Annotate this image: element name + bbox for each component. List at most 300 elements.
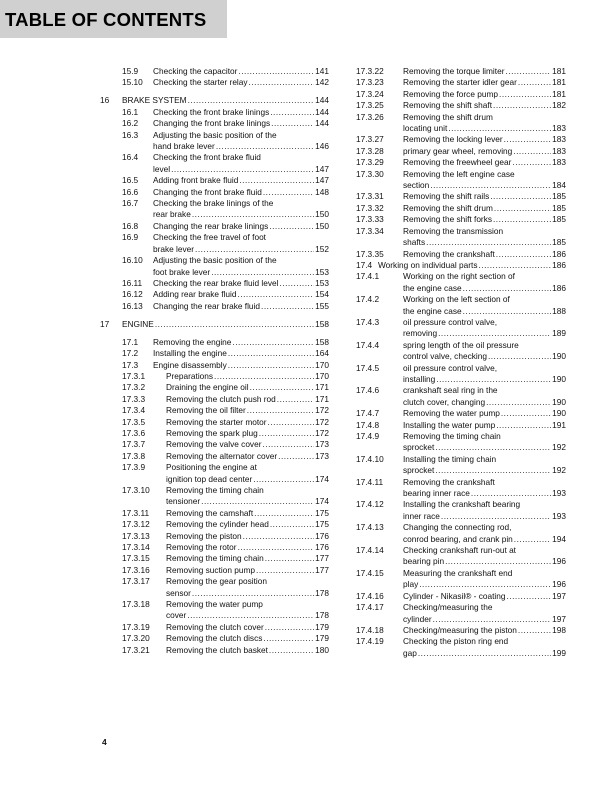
toc-entry-page: 193 bbox=[552, 510, 566, 521]
toc-entry-title: Removing the water pump bbox=[166, 599, 263, 610]
toc-entry-page: 180 bbox=[315, 644, 329, 655]
toc-entry-page: 190 bbox=[552, 396, 566, 407]
toc-entry-title: Removing the water pump bbox=[403, 408, 500, 419]
toc-entry[interactable] bbox=[100, 348, 329, 359]
toc-entry[interactable] bbox=[100, 622, 329, 633]
toc-entry-page: 142 bbox=[315, 77, 329, 88]
toc-entry-number: 16.4 bbox=[122, 152, 139, 163]
toc-entry-number: 17.3.29 bbox=[356, 157, 384, 168]
toc-entry-number: 17.3.28 bbox=[356, 145, 384, 156]
toc-entry-page: 185 bbox=[552, 237, 566, 248]
toc-entry-number: 17.3.20 bbox=[122, 633, 150, 644]
toc-entry-page: 146 bbox=[315, 141, 329, 152]
dot-leader bbox=[505, 66, 551, 77]
page-number: 4 bbox=[102, 737, 107, 747]
toc-entry[interactable] bbox=[356, 420, 566, 431]
toc-entry-title: Cylinder - Nikasil® - coating bbox=[403, 590, 506, 601]
toc-entry-title: Removing the clutch basket bbox=[166, 644, 268, 655]
dot-leader bbox=[463, 283, 552, 294]
toc-entry[interactable] bbox=[100, 599, 329, 622]
toc-entry-title: hand brake lever bbox=[153, 141, 215, 152]
toc-entry-title: conrod bearing, and crank pin bbox=[403, 533, 513, 544]
dot-leader bbox=[488, 351, 551, 362]
dot-leader bbox=[268, 417, 315, 428]
toc-entry[interactable] bbox=[100, 152, 329, 175]
toc-entry-page: 176 bbox=[315, 542, 329, 553]
toc-entry-title: Changing the front brake fluid bbox=[153, 186, 262, 197]
toc-entry[interactable] bbox=[100, 232, 329, 255]
toc-entry-title: Removing the timing chain bbox=[403, 431, 501, 441]
dot-leader bbox=[496, 420, 551, 431]
toc-entry[interactable] bbox=[356, 499, 566, 522]
toc-entry-number: 16.6 bbox=[122, 186, 139, 197]
dot-leader bbox=[192, 209, 314, 220]
toc-entry-page: 181 bbox=[552, 77, 566, 88]
toc-entry-page: 173 bbox=[315, 450, 329, 461]
toc-entry-number: 17.4.13 bbox=[356, 522, 384, 533]
dot-leader bbox=[433, 614, 552, 625]
toc-entry[interactable] bbox=[356, 477, 566, 500]
toc-entry-page: 173 bbox=[315, 439, 329, 450]
dot-leader bbox=[232, 337, 314, 348]
toc-entry-page: 172 bbox=[315, 427, 329, 438]
toc-entry-title: removing bbox=[403, 328, 438, 339]
toc-entry[interactable] bbox=[100, 542, 329, 553]
toc-entry[interactable] bbox=[356, 317, 566, 340]
dot-leader bbox=[238, 542, 315, 553]
toc-entry[interactable] bbox=[100, 198, 329, 221]
toc-entry-title: ignition top dead center bbox=[166, 473, 253, 484]
toc-entry-page: 196 bbox=[552, 556, 566, 567]
toc-entry-title: Adjusting the basic position of the bbox=[153, 255, 277, 266]
dot-leader bbox=[216, 141, 314, 152]
toc-entry-title: Checking the front brake fluid bbox=[153, 152, 261, 163]
toc-entry-title: level bbox=[153, 163, 171, 174]
dot-leader bbox=[463, 306, 552, 317]
dot-leader bbox=[187, 610, 314, 621]
toc-entry-title: Removing the locking lever bbox=[403, 134, 503, 145]
toc-entry[interactable] bbox=[100, 485, 329, 508]
toc-entry[interactable] bbox=[100, 130, 329, 153]
toc-entry[interactable] bbox=[356, 408, 566, 419]
toc-entry-title: sensor bbox=[166, 587, 191, 598]
toc-entry-number: 17.3.25 bbox=[356, 100, 384, 111]
dot-leader bbox=[471, 488, 551, 499]
toc-entry[interactable] bbox=[356, 146, 566, 157]
toc-entry[interactable] bbox=[100, 439, 329, 450]
toc-entry-page: 154 bbox=[315, 289, 329, 300]
toc-entry-title: shafts bbox=[403, 237, 426, 248]
toc-entry[interactable] bbox=[356, 89, 566, 100]
toc-entry-title: Removing the rotor bbox=[166, 542, 237, 553]
toc-entry-number: 17.3.21 bbox=[122, 644, 150, 655]
toc-entry-page: 199 bbox=[552, 647, 566, 658]
toc-entry[interactable] bbox=[356, 625, 566, 636]
toc-entry-number: 16 bbox=[100, 95, 110, 106]
toc-entry-page: 172 bbox=[315, 416, 329, 427]
toc-entry[interactable] bbox=[356, 226, 566, 249]
toc-entry-page: 185 bbox=[552, 191, 566, 202]
toc-entry-page: 182 bbox=[552, 100, 566, 111]
toc-entry[interactable] bbox=[356, 385, 566, 408]
dot-leader bbox=[506, 591, 551, 602]
toc-entry-page: 158 bbox=[315, 318, 329, 329]
toc-entry-number: 17.4.7 bbox=[356, 408, 380, 419]
toc-entry-title: BRAKE SYSTEM bbox=[122, 95, 187, 106]
toc-entry[interactable] bbox=[356, 66, 566, 77]
toc-entry-number: 17.3.32 bbox=[356, 202, 384, 213]
toc-entry-page: 153 bbox=[315, 277, 329, 288]
toc-entry-title: Removing the spark plug bbox=[166, 427, 258, 438]
page-title: TABLE OF CONTENTS bbox=[5, 9, 207, 30]
toc-entry-number: 16.3 bbox=[122, 129, 139, 140]
toc-entry-number: 17.3.10 bbox=[122, 485, 150, 495]
toc-entry[interactable] bbox=[100, 405, 329, 416]
toc-entry-number: 15.9 bbox=[122, 66, 139, 76]
dot-leader bbox=[265, 622, 314, 633]
dot-leader bbox=[486, 397, 551, 408]
toc-entry-number: 16.5 bbox=[122, 175, 139, 186]
toc-entry-number: 17.3.30 bbox=[356, 168, 384, 179]
toc-entry-title: Installing the timing chain bbox=[403, 453, 497, 464]
toc-entry[interactable] bbox=[356, 454, 566, 477]
toc-entry-title: sprocket bbox=[403, 442, 435, 453]
toc-entry-page: 150 bbox=[315, 220, 329, 231]
toc-entry-title: Changing the front brake linings bbox=[153, 118, 271, 129]
dot-leader bbox=[228, 348, 314, 359]
toc-entry[interactable] bbox=[356, 568, 566, 591]
toc-entry-page: 174 bbox=[315, 473, 329, 484]
toc-entry-page: 150 bbox=[315, 209, 329, 220]
dot-leader bbox=[254, 508, 314, 519]
toc-entry-title: the engine case bbox=[403, 282, 462, 293]
toc-entry-title: Removing the shift drum bbox=[403, 111, 493, 122]
toc-entry-title: Engine disassembly bbox=[153, 359, 227, 370]
toc-entry-page: 186 bbox=[552, 259, 566, 270]
toc-entry[interactable] bbox=[100, 417, 329, 428]
dot-leader bbox=[426, 237, 551, 248]
toc-entry-number: 17.4.12 bbox=[356, 499, 384, 510]
toc-entry[interactable] bbox=[356, 260, 566, 271]
toc-entry-page: 153 bbox=[315, 266, 329, 277]
toc-entry[interactable] bbox=[356, 100, 566, 111]
toc-entry-number: 17.4.1 bbox=[356, 271, 380, 282]
toc-entry-page: 191 bbox=[552, 419, 566, 430]
toc-entry-number: 17.3.31 bbox=[356, 191, 384, 202]
toc-entry[interactable] bbox=[356, 77, 566, 88]
toc-entry-number: 17.2 bbox=[122, 348, 139, 359]
toc-entry[interactable] bbox=[100, 107, 329, 118]
dot-leader bbox=[271, 118, 314, 129]
toc-entry[interactable] bbox=[100, 462, 329, 485]
toc-entry-page: 186 bbox=[552, 282, 566, 293]
toc-entry-title: tensioner bbox=[166, 496, 201, 507]
toc-entry-page: 183 bbox=[552, 123, 566, 134]
toc-entry-page: 158 bbox=[315, 336, 329, 347]
dot-leader bbox=[214, 371, 314, 382]
toc-entry[interactable] bbox=[356, 431, 566, 454]
toc-entry[interactable] bbox=[100, 519, 329, 530]
toc-entry[interactable] bbox=[356, 112, 566, 135]
dot-leader bbox=[263, 187, 314, 198]
toc-entry-title: Preparations bbox=[166, 370, 214, 381]
toc-entry-page: 190 bbox=[552, 408, 566, 419]
toc-entry-number: 17.3.17 bbox=[122, 576, 150, 587]
toc-entry-title: section bbox=[403, 180, 430, 191]
toc-entry-title: Removing the gear position bbox=[166, 576, 268, 587]
dot-leader bbox=[419, 579, 551, 590]
dot-leader bbox=[192, 588, 314, 599]
toc-entry-title: Removing the shift forks bbox=[403, 214, 492, 225]
toc-entry-page: 183 bbox=[552, 157, 566, 168]
toc-entry[interactable] bbox=[100, 382, 329, 393]
toc-entry-number: 16.13 bbox=[122, 300, 143, 311]
toc-entry[interactable] bbox=[100, 394, 329, 405]
toc-entry-number: 17.3.9 bbox=[122, 462, 146, 473]
toc-entry-number: 17.3.3 bbox=[122, 393, 146, 404]
toc-entry[interactable] bbox=[100, 66, 329, 77]
dot-leader bbox=[155, 319, 314, 330]
dot-leader bbox=[496, 249, 551, 260]
toc-entry[interactable] bbox=[100, 175, 329, 186]
toc-entry[interactable] bbox=[100, 633, 329, 644]
dot-leader bbox=[269, 645, 314, 656]
toc-entry-title: the engine case bbox=[403, 305, 462, 316]
toc-entry-page: 152 bbox=[315, 243, 329, 254]
toc-entry-title: Changing the rear brake linings bbox=[153, 220, 269, 231]
toc-entry-page: 198 bbox=[552, 624, 566, 635]
toc-entry-number: 17.3.23 bbox=[356, 77, 384, 88]
toc-entry-title: Removing the shift rails bbox=[403, 191, 490, 202]
dot-leader bbox=[501, 408, 551, 419]
toc-entry-number: 17.3.34 bbox=[356, 225, 384, 236]
toc-entry-title: bearing inner race bbox=[403, 488, 470, 499]
toc-column-left bbox=[100, 66, 329, 656]
dot-leader bbox=[430, 180, 551, 191]
toc-entry[interactable] bbox=[100, 553, 329, 564]
toc-entry[interactable] bbox=[100, 319, 329, 330]
toc-entry[interactable] bbox=[356, 602, 566, 625]
toc-entry-title: bearing pin bbox=[403, 556, 445, 567]
toc-entry-number: 17.3.13 bbox=[122, 530, 150, 541]
toc-entry[interactable] bbox=[100, 187, 329, 198]
toc-entry-number: 17.4.17 bbox=[356, 602, 384, 613]
toc-entry[interactable] bbox=[100, 531, 329, 542]
toc-entry-page: 177 bbox=[315, 564, 329, 575]
toc-entry-number: 17.4.3 bbox=[356, 316, 380, 327]
toc-entry-title: Removing the timing chain bbox=[166, 485, 264, 495]
dot-leader bbox=[270, 107, 314, 118]
toc-entry-page: 197 bbox=[552, 613, 566, 624]
toc-entry-title: Checking the brake linings of the bbox=[153, 198, 274, 209]
toc-entry-page: 196 bbox=[552, 579, 566, 590]
toc-entry[interactable] bbox=[100, 371, 329, 382]
toc-entry-title: Working on the right section of bbox=[403, 271, 515, 282]
toc-entry[interactable] bbox=[100, 451, 329, 462]
toc-entry[interactable] bbox=[356, 294, 566, 317]
toc-entry-number: 16.10 bbox=[122, 255, 143, 266]
toc-entry[interactable] bbox=[356, 191, 566, 202]
dot-leader bbox=[250, 382, 315, 393]
toc-entry[interactable] bbox=[100, 221, 329, 232]
toc-entry[interactable] bbox=[356, 340, 566, 363]
toc-entry-page: 186 bbox=[552, 248, 566, 259]
toc-entry[interactable] bbox=[356, 522, 566, 545]
toc-entry-page: 185 bbox=[552, 214, 566, 225]
dot-leader bbox=[238, 66, 314, 77]
dot-leader bbox=[418, 648, 551, 659]
toc-entry[interactable] bbox=[356, 134, 566, 145]
dot-leader bbox=[256, 565, 314, 576]
dot-leader bbox=[249, 77, 315, 88]
toc-entry-number: 17.4.14 bbox=[356, 545, 384, 556]
dot-leader bbox=[259, 428, 314, 439]
toc-entry[interactable] bbox=[100, 118, 329, 129]
toc-entry-title: primary gear wheel, removing bbox=[403, 145, 513, 156]
toc-entry[interactable] bbox=[100, 565, 329, 576]
toc-entry-number: 17.3.11 bbox=[122, 507, 150, 518]
toc-entry-page: 175 bbox=[315, 507, 329, 518]
toc-entry-title: Removing the timing chain bbox=[166, 553, 264, 564]
toc-entry-page: 170 bbox=[315, 359, 329, 370]
toc-entry-number: 16.1 bbox=[122, 106, 139, 117]
toc-entry-page: 190 bbox=[552, 373, 566, 384]
toc-entry-number: 17.3.35 bbox=[356, 248, 384, 259]
toc-entry-title: Checking the free travel of foot bbox=[153, 232, 266, 243]
toc-entry-title: oil pressure control valve, bbox=[403, 362, 498, 373]
toc-entry-number: 17.3 bbox=[122, 359, 139, 370]
toc-entry[interactable] bbox=[100, 645, 329, 656]
toc-entry-title: cylinder bbox=[403, 613, 432, 624]
toc-entry-title: Removing suction pump bbox=[166, 564, 256, 575]
toc-entry[interactable] bbox=[356, 636, 566, 659]
toc-entry-title: oil pressure control valve, bbox=[403, 316, 498, 327]
dot-leader bbox=[478, 260, 551, 271]
toc-entry[interactable] bbox=[356, 203, 566, 214]
toc-entry[interactable] bbox=[100, 337, 329, 348]
toc-entry-title: Removing the force pump bbox=[403, 88, 499, 99]
toc-entry-number: 17.3.27 bbox=[356, 134, 384, 145]
toc-entry-title: Measuring the crankshaft end bbox=[403, 567, 513, 578]
toc-entry-title: Adding front brake fluid bbox=[153, 175, 239, 186]
toc-entry-title: Removing the transmission bbox=[403, 225, 504, 236]
dot-leader bbox=[211, 267, 314, 278]
dot-leader bbox=[499, 89, 551, 100]
toc-entry[interactable] bbox=[100, 95, 329, 106]
toc-entry-title: control valve, checking bbox=[403, 351, 487, 362]
toc-entry-number: 17.1 bbox=[122, 336, 139, 347]
dot-leader bbox=[514, 534, 551, 545]
toc-entry[interactable] bbox=[100, 301, 329, 312]
toc-entry-number: 17.3.19 bbox=[122, 621, 150, 632]
toc-entry-number: 17.3.26 bbox=[356, 111, 384, 122]
toc-entry-page: 194 bbox=[552, 533, 566, 544]
dot-leader bbox=[270, 519, 314, 530]
toc-entry-title: Removing the camshaft bbox=[166, 507, 254, 518]
toc-entry-number: 17.4.5 bbox=[356, 362, 380, 373]
toc-entry-page: 189 bbox=[552, 328, 566, 339]
toc-entry-number: 17.3.2 bbox=[122, 382, 146, 393]
toc-entry-title: Removing the oil filter bbox=[166, 405, 246, 416]
toc-entry-title: Checking the piston ring end bbox=[403, 636, 509, 647]
toc-entry-page: 197 bbox=[552, 590, 566, 601]
toc-entry[interactable] bbox=[100, 278, 329, 289]
toc-entry-number: 17 bbox=[100, 318, 110, 329]
toc-entry[interactable] bbox=[356, 214, 566, 225]
toc-entry[interactable] bbox=[356, 591, 566, 602]
toc-entry-number: 16.12 bbox=[122, 289, 143, 300]
toc-entry[interactable] bbox=[100, 255, 329, 278]
dot-leader bbox=[247, 405, 314, 416]
toc-entry-page: 174 bbox=[315, 496, 329, 507]
toc-entry-title: Changing the connecting rod, bbox=[403, 522, 512, 533]
toc-entry-title: Removing the crankshaft bbox=[403, 248, 495, 259]
toc-entry-title: Checking/measuring the bbox=[403, 602, 493, 613]
toc-entry[interactable] bbox=[356, 157, 566, 168]
toc-entry-number: 17.3.7 bbox=[122, 439, 146, 450]
toc-entry-title: Working on individual parts bbox=[378, 259, 478, 270]
toc-entry-title: Removing the crankshaft bbox=[403, 476, 495, 487]
dot-leader bbox=[435, 442, 551, 453]
toc-entry-page: 177 bbox=[315, 553, 329, 564]
dot-leader bbox=[243, 531, 315, 542]
toc-entry[interactable] bbox=[356, 545, 566, 568]
toc-entry-title: Removing the alternator cover bbox=[166, 450, 278, 461]
toc-entry-title: sprocket bbox=[403, 465, 435, 476]
toc-entry-number: 17.4 bbox=[356, 259, 373, 270]
toc-entry[interactable] bbox=[100, 289, 329, 300]
toc-entry-page: 181 bbox=[552, 66, 566, 76]
toc-entry[interactable] bbox=[356, 271, 566, 294]
dot-leader bbox=[518, 77, 551, 88]
toc-entry-number: 16.9 bbox=[122, 232, 139, 243]
toc-entry-number: 17.3.16 bbox=[122, 564, 150, 575]
toc-entry-title: Removing the cylinder head bbox=[166, 519, 269, 530]
dot-leader bbox=[201, 496, 314, 507]
toc-entry-title: locating unit bbox=[403, 123, 448, 134]
toc-entry[interactable] bbox=[100, 360, 329, 371]
toc-entry[interactable] bbox=[356, 249, 566, 260]
toc-entry-number: 17.3.22 bbox=[356, 66, 384, 76]
toc-entry-title: spring length of the oil pressure bbox=[403, 339, 519, 350]
toc-entry-title: Removing the shift drum bbox=[403, 202, 493, 213]
toc-entry-page: 175 bbox=[315, 519, 329, 530]
toc-entry-number: 16.2 bbox=[122, 118, 139, 129]
toc-entry[interactable] bbox=[100, 576, 329, 599]
toc-entry-title: Checking the capacitor bbox=[153, 66, 238, 76]
toc-entry[interactable] bbox=[356, 169, 566, 192]
toc-entry-page: 190 bbox=[552, 351, 566, 362]
toc-entry-number: 17.4.15 bbox=[356, 567, 384, 578]
toc-entry-number: 17.3.18 bbox=[122, 599, 150, 610]
toc-entry-number: 17.3.4 bbox=[122, 405, 146, 416]
dot-leader bbox=[237, 289, 314, 300]
toc-entry-page: 179 bbox=[315, 633, 329, 644]
toc-entry-page: 172 bbox=[315, 405, 329, 416]
toc-entry-title: ENGINE bbox=[122, 318, 154, 329]
toc-entry-page: 178 bbox=[315, 610, 329, 621]
toc-entry-number: 17.4.2 bbox=[356, 294, 380, 305]
toc-entry-page: 181 bbox=[552, 88, 566, 99]
toc-entry-number: 17.4.11 bbox=[356, 476, 384, 487]
toc-entry-title: play bbox=[403, 579, 419, 590]
toc-entry-title: Installing the crankshaft bearing bbox=[403, 499, 521, 510]
dot-leader bbox=[253, 474, 314, 485]
toc-entry[interactable] bbox=[100, 508, 329, 519]
toc-entry[interactable] bbox=[100, 77, 329, 88]
toc-entry[interactable] bbox=[356, 363, 566, 386]
toc-entry[interactable] bbox=[100, 428, 329, 439]
